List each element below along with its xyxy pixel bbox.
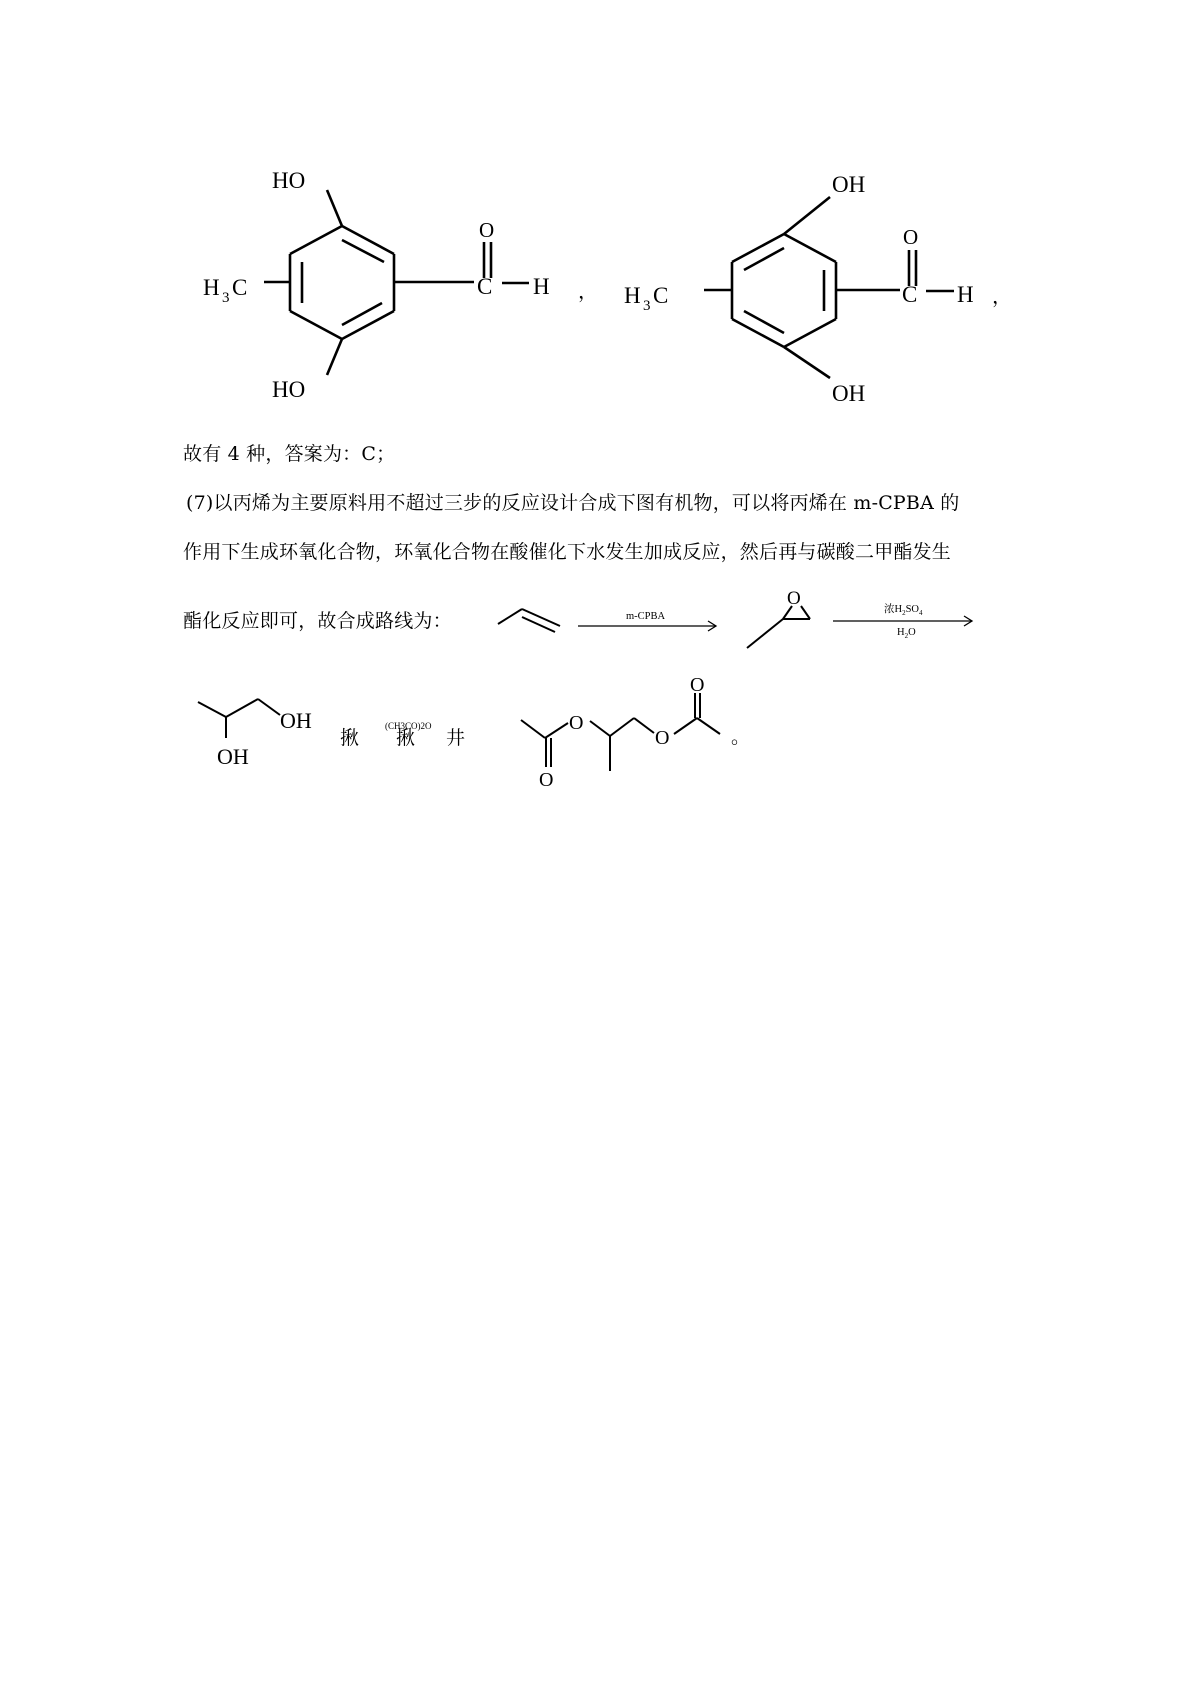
s1-methyl-h: H	[203, 275, 220, 300]
ester-o-4: O	[690, 674, 705, 696]
epoxide-structure	[747, 606, 810, 648]
s2-aldehyde-o: O	[903, 225, 919, 249]
paragraph-line-2: 作用下生成环氧化合物，环氧化合物在酸催化下水发生加成反应，然后再与碳酸二甲酯发生	[183, 541, 952, 563]
paragraph-line-3: 酯化反应即可，故合成路线为：	[183, 610, 452, 632]
s2-oh-bottom: OH	[832, 381, 866, 406]
answer-line: 故有 4 种，答案为：C；	[183, 443, 396, 465]
s1-methyl-c: C	[232, 275, 248, 300]
arrow-2	[833, 616, 972, 626]
s1-aldehyde-h: H	[533, 274, 550, 299]
arrow-1-reagent: m-CPBA	[626, 611, 666, 622]
diacetate-structure	[521, 693, 720, 771]
s2-oh-top: OH	[832, 172, 866, 197]
diol-structure	[198, 699, 280, 738]
s1-ho-top: HO	[272, 168, 306, 193]
s2-aldehyde-c: C	[902, 282, 918, 307]
paragraph-line-1: (7)以丙烯为主要原料用不超过三步的反应设计合成下图有机物，可以将丙烯在 m-CPBA 的	[186, 492, 960, 514]
arrow-2-bottom-sub: 2	[904, 632, 909, 640]
svg-text:浓H2SO4	[884, 602, 923, 617]
arrow-1	[578, 621, 716, 631]
arrow-2-bottom-o: O	[908, 627, 916, 638]
diol-oh-bottom: OH	[217, 744, 249, 769]
ester-o-3: O	[655, 727, 670, 749]
end-mark: 。	[731, 727, 751, 748]
s1-ho-bottom: HO	[272, 377, 306, 402]
arrow-2-top-prefix: 浓H	[884, 604, 903, 615]
s1-methyl-sub: 3	[222, 290, 230, 306]
svg-text:H2O	[897, 627, 916, 640]
s2-methyl-h: H	[624, 283, 641, 308]
ester-o-1: O	[569, 712, 584, 734]
s1-separator: ，	[578, 281, 598, 303]
ester-o-2: O	[539, 769, 554, 791]
s2-separator: ，	[992, 286, 1012, 308]
s2-methyl-sub: 3	[643, 298, 651, 314]
arrow-2-top-mid: SO	[905, 604, 920, 615]
arrow-2-top-sub1: 2	[902, 609, 906, 617]
s2-methyl-c: C	[653, 283, 669, 308]
arrow-3-reagent: (CH3CO)2O	[385, 721, 432, 731]
s2-aldehyde-h: H	[957, 282, 974, 307]
garbled-text-2: 揪	[396, 728, 416, 749]
garbled-text-3: 井	[446, 728, 466, 749]
propene-structure	[498, 609, 560, 632]
epoxide-o: O	[787, 588, 801, 609]
s1-aldehyde-c: C	[477, 274, 493, 299]
s1-aldehyde-o: O	[479, 218, 495, 242]
arrow-2-bottom-h: H	[897, 627, 905, 638]
arrow-2-top-sub2: 4	[919, 609, 923, 617]
diol-oh-right: OH	[280, 708, 312, 733]
garbled-text-1: 揪	[340, 728, 360, 749]
